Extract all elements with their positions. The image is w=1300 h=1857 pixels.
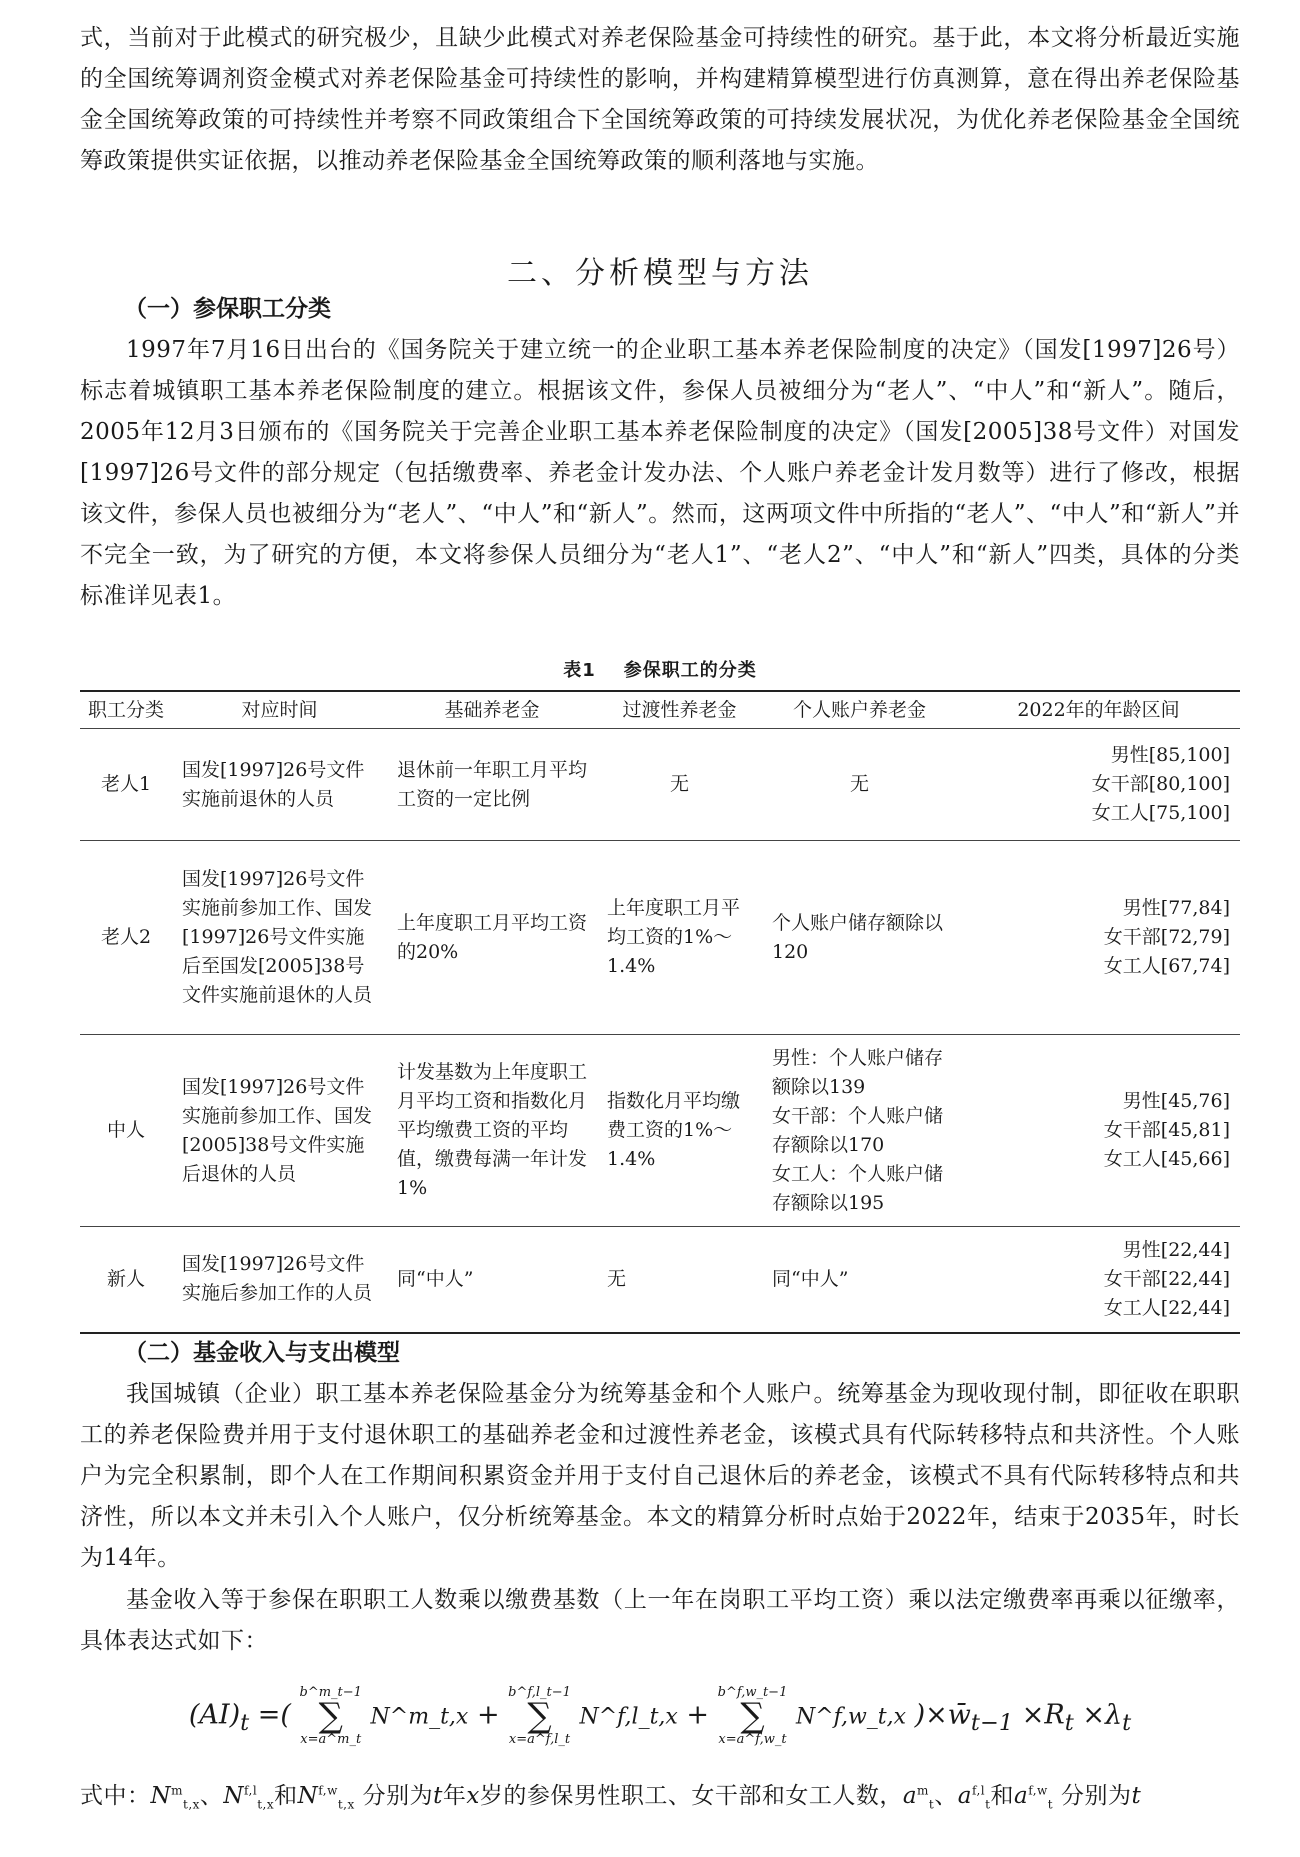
age-range-male: 男性[77,84]: [1122, 897, 1230, 919]
sep: 、: [934, 1783, 958, 1809]
formula-r: ×R: [1021, 1699, 1065, 1731]
sep: 、: [199, 1783, 224, 1809]
transitional-pension-cell: 无: [597, 729, 762, 841]
age-range-female-cadre: 女干部[22,44]: [1103, 1267, 1230, 1290]
age-range-male: 男性[85,100]: [1110, 744, 1230, 766]
header-cell: 对应时间: [172, 691, 387, 729]
basic-pension-cell: 计发基数为上年度职工月平均工资和指数化月平均缴费工资的平均值，缴费每满一年计发1%: [387, 1035, 597, 1227]
var-a: a: [902, 1783, 918, 1809]
time-cell: 国发[1997]26号文件实施后参加工作的人员: [172, 1227, 387, 1333]
fund-model-paragraph: [80, 1374, 1240, 1579]
header-cell: 过渡性养老金: [597, 691, 762, 729]
header-cell: 基础养老金: [387, 691, 597, 729]
term-male: N^m_t,x: [370, 1704, 469, 1730]
header-cell: 职工分类: [80, 691, 172, 729]
intro-paragraph: [80, 18, 1240, 182]
var-a: a: [1013, 1783, 1029, 1809]
sigma-glyph: ∑: [527, 1696, 552, 1736]
sep: 和: [274, 1783, 298, 1809]
formula-subscript: t: [1122, 1709, 1132, 1736]
where-prefix: 式中：: [80, 1783, 151, 1809]
classification-paragraph: [80, 330, 1240, 617]
age-range-female-worker: 女工人[67,74]: [1103, 955, 1230, 977]
table-row: [80, 841, 1240, 1035]
var-n: N: [150, 1783, 172, 1809]
subsection-title-2: （二）基金收入与支出模型: [124, 1340, 400, 1366]
var-t: t: [1131, 1783, 1142, 1809]
sep: 和: [990, 1783, 1014, 1809]
age-range-female-cadre: 女干部[72,79]: [1103, 926, 1230, 948]
formula-subscript: t: [240, 1709, 250, 1736]
section-title: 二、分析模型与方法: [507, 256, 813, 291]
category-cell: 新人: [80, 1227, 172, 1333]
age-range-female-worker: 女工人[75,100]: [1091, 802, 1230, 824]
classification-text: 1997年7月16日出台的《国务院关于建立统一的企业职工基本养老保险制度的决定》（国发[1997]26号）标志着城镇职工基本养老保险制度的建立。根据该文件，参保人员被细分为“老人”、“中人”和“新人”。随后，2005年12月3日颁布的《国务院关于完善企业职工基本养老保险制度的决定》（国发[2005]38号文件）对国发[1997]26号文件的部分规定（包括缴费率、养老金计发办法、个人账户养老金计发月数等）进行了修改，根据该文件，参保人员也被细分为“老人”、“中人”和“新人”。然而，这两项文件中所指的“老人”、“中人”和“新人”并不完全一致，为了研究的方便，本文将参保人员细分为“老人1”、“老人2”、“中人”和“新人”四类，具体的分类标准详见表1。: [80, 337, 1240, 609]
personal-account-female-worker: 女工人：个人账户储存额除以195: [772, 1162, 944, 1214]
sum-upper: b^f,l_t−1: [508, 1685, 571, 1700]
table-caption-text: 参保职工的分类: [623, 660, 757, 681]
table-row: [80, 729, 1240, 841]
var-t: t: [433, 1783, 443, 1809]
transitional-pension-cell: 无: [597, 1227, 762, 1333]
transitional-pension-cell: 上年度职工月平均工资的1%～1.4%: [597, 841, 762, 1035]
header-cell: 2022年的年龄区间: [957, 691, 1240, 729]
sigma-glyph: ∑: [318, 1696, 343, 1736]
age-range-female-cadre: 女干部[45,81]: [1103, 1119, 1230, 1141]
basic-pension-cell: 同“中人”: [387, 1227, 597, 1333]
fund-model-text: 我国城镇（企业）职工基本养老保险基金分为统筹基金和个人账户。统筹基金为现收现付制，即征收在职职工的养老保险费并用于支付退休职工的基础养老金和过渡性养老金，该模式具有代际转移特点和共济性。个人账户为完全积累制，即个人在工作期间积累资金并用于支付自己退休后的养老金，该模式不具有代际转移特点和共济性，所以本文并未引入个人账户，仅分析统筹基金。本文的精算分析时点始于2022年，结束于2035年，时长为14年。: [80, 1381, 1240, 1571]
formula-lhs: (AI): [188, 1699, 241, 1731]
sum-upper: b^f,w_t−1: [717, 1685, 788, 1700]
sigma-glyph: ∑: [740, 1696, 765, 1736]
where-text: 分别为: [362, 1783, 434, 1809]
var-n: N: [223, 1783, 245, 1809]
income-paragraph: [80, 1580, 1240, 1662]
formula-tail: )×w̄: [914, 1699, 971, 1731]
header-cell: 个人账户养老金: [762, 691, 957, 729]
formula-eq: =(: [257, 1699, 291, 1731]
category-cell: 老人2: [80, 841, 172, 1035]
table-row: [80, 1035, 1240, 1227]
age-range-cell: [957, 729, 1240, 841]
table-row: [80, 1227, 1240, 1333]
formula-lambda: ×λ: [1082, 1699, 1123, 1731]
category-cell: 中人: [80, 1035, 172, 1227]
personal-account-female-cadre: 女干部：个人账户储存额除以170: [772, 1104, 944, 1156]
basic-pension-cell: 退休前一年职工月平均工资的一定比例: [387, 729, 597, 841]
personal-account-cell: [762, 1035, 957, 1227]
age-range-female-worker: 女工人[45,66]: [1103, 1148, 1230, 1170]
where-text: 分别为: [1060, 1783, 1132, 1809]
personal-account-male: 男性：个人账户储存额除以139: [772, 1046, 944, 1098]
transitional-pension-cell: 指数化月平均缴费工资的1%～1.4%: [597, 1035, 762, 1227]
formula-subscript: t−1: [970, 1709, 1014, 1736]
sum-lower: x=a^m_t: [300, 1732, 362, 1747]
where-text: 年: [442, 1783, 467, 1809]
classification-table: [80, 690, 1240, 1334]
age-range-female-worker: 女工人[22,44]: [1103, 1296, 1230, 1319]
income-text: 基金收入等于参保在职职工人数乘以缴费基数（上一年在岗职工平均工资）乘以法定缴费率再乘以征缴率，具体表达式如下：: [80, 1587, 1240, 1654]
personal-account-cell: 无: [762, 729, 957, 841]
sum-lower: x=a^f,l_t: [508, 1732, 571, 1747]
plus-sign: +: [686, 1699, 710, 1731]
sum-female-worker: [718, 1686, 788, 1746]
sum-male: [300, 1686, 362, 1746]
age-range-cell: [957, 841, 1240, 1035]
table-number: 表1: [563, 660, 596, 681]
var-a: a: [957, 1783, 972, 1809]
income-formula: [80, 1686, 1240, 1746]
term-female-cadre: N^f,l_t,x: [579, 1704, 678, 1730]
age-range-male: 男性[45,76]: [1122, 1090, 1230, 1112]
personal-account-cell: 个人账户储存额除以120: [762, 841, 957, 1035]
category-cell: 老人1: [80, 729, 172, 841]
age-range-cell: [957, 1035, 1240, 1227]
where-text: 岁的参保男性职工、女干部和女工人数，: [479, 1783, 903, 1809]
age-range-cell: [957, 1227, 1240, 1333]
time-cell: 国发[1997]26号文件实施前参加工作、国发[2005]38号文件实施后退休的人员: [172, 1035, 387, 1227]
term-female-worker: N^f,w_t,x: [795, 1704, 907, 1730]
age-range-male: 男性[22,44]: [1122, 1238, 1230, 1261]
time-cell: 国发[1997]26号文件实施前参加工作、国发[1997]26号文件实施后至国发[2005]38号文件实施前退休的人员: [172, 841, 387, 1035]
table-caption: [80, 656, 1240, 682]
personal-account-cell: 同“中人”: [762, 1227, 957, 1333]
time-cell: 国发[1997]26号文件实施前退休的人员: [172, 729, 387, 841]
sum-upper: b^m_t−1: [299, 1685, 362, 1700]
var-n: N: [297, 1783, 319, 1809]
intro-text: 式，当前对于此模式的研究极少，且缺少此模式对养老保险基金可持续性的研究。基于此，本文将分析最近实施的全国统筹调剂资金模式对养老保险基金可持续性的影响，并构建精算模型进行仿真测算，意在得出养老保险基金全国统筹政策的可持续性并考察不同政策组合下全国统筹政策的可持续发展状况，为优化养老保险基金全国统筹政策提供实证依据，以推动养老保险基金全国统筹政策的顺利落地与实施。: [80, 25, 1240, 174]
sum-female-cadre: [508, 1686, 571, 1746]
table-header-row: [80, 691, 1240, 729]
basic-pension-cell: 上年度职工月平均工资的20%: [387, 841, 597, 1035]
subsection-title-1: （一）参保职工分类: [124, 296, 331, 322]
var-x: x: [466, 1783, 480, 1809]
sum-lower: x=a^f,w_t: [718, 1732, 787, 1747]
formula-subscript: t: [1064, 1709, 1074, 1736]
age-range-female-cadre: 女干部[80,100]: [1091, 773, 1230, 795]
plus-sign: +: [476, 1699, 500, 1731]
formula-explanation: 式中：$N^m_{t,x}$、N$^{f,l}_{t,x}$和N$^{f,w}_{t,x}$ 分别为t年x岁的参保男性职工、女干部和女工人数，$a^m_t$、$a^{f,l}_t$和$a^{f,w}_t$ 分别为t: [80, 1783, 1142, 1812]
